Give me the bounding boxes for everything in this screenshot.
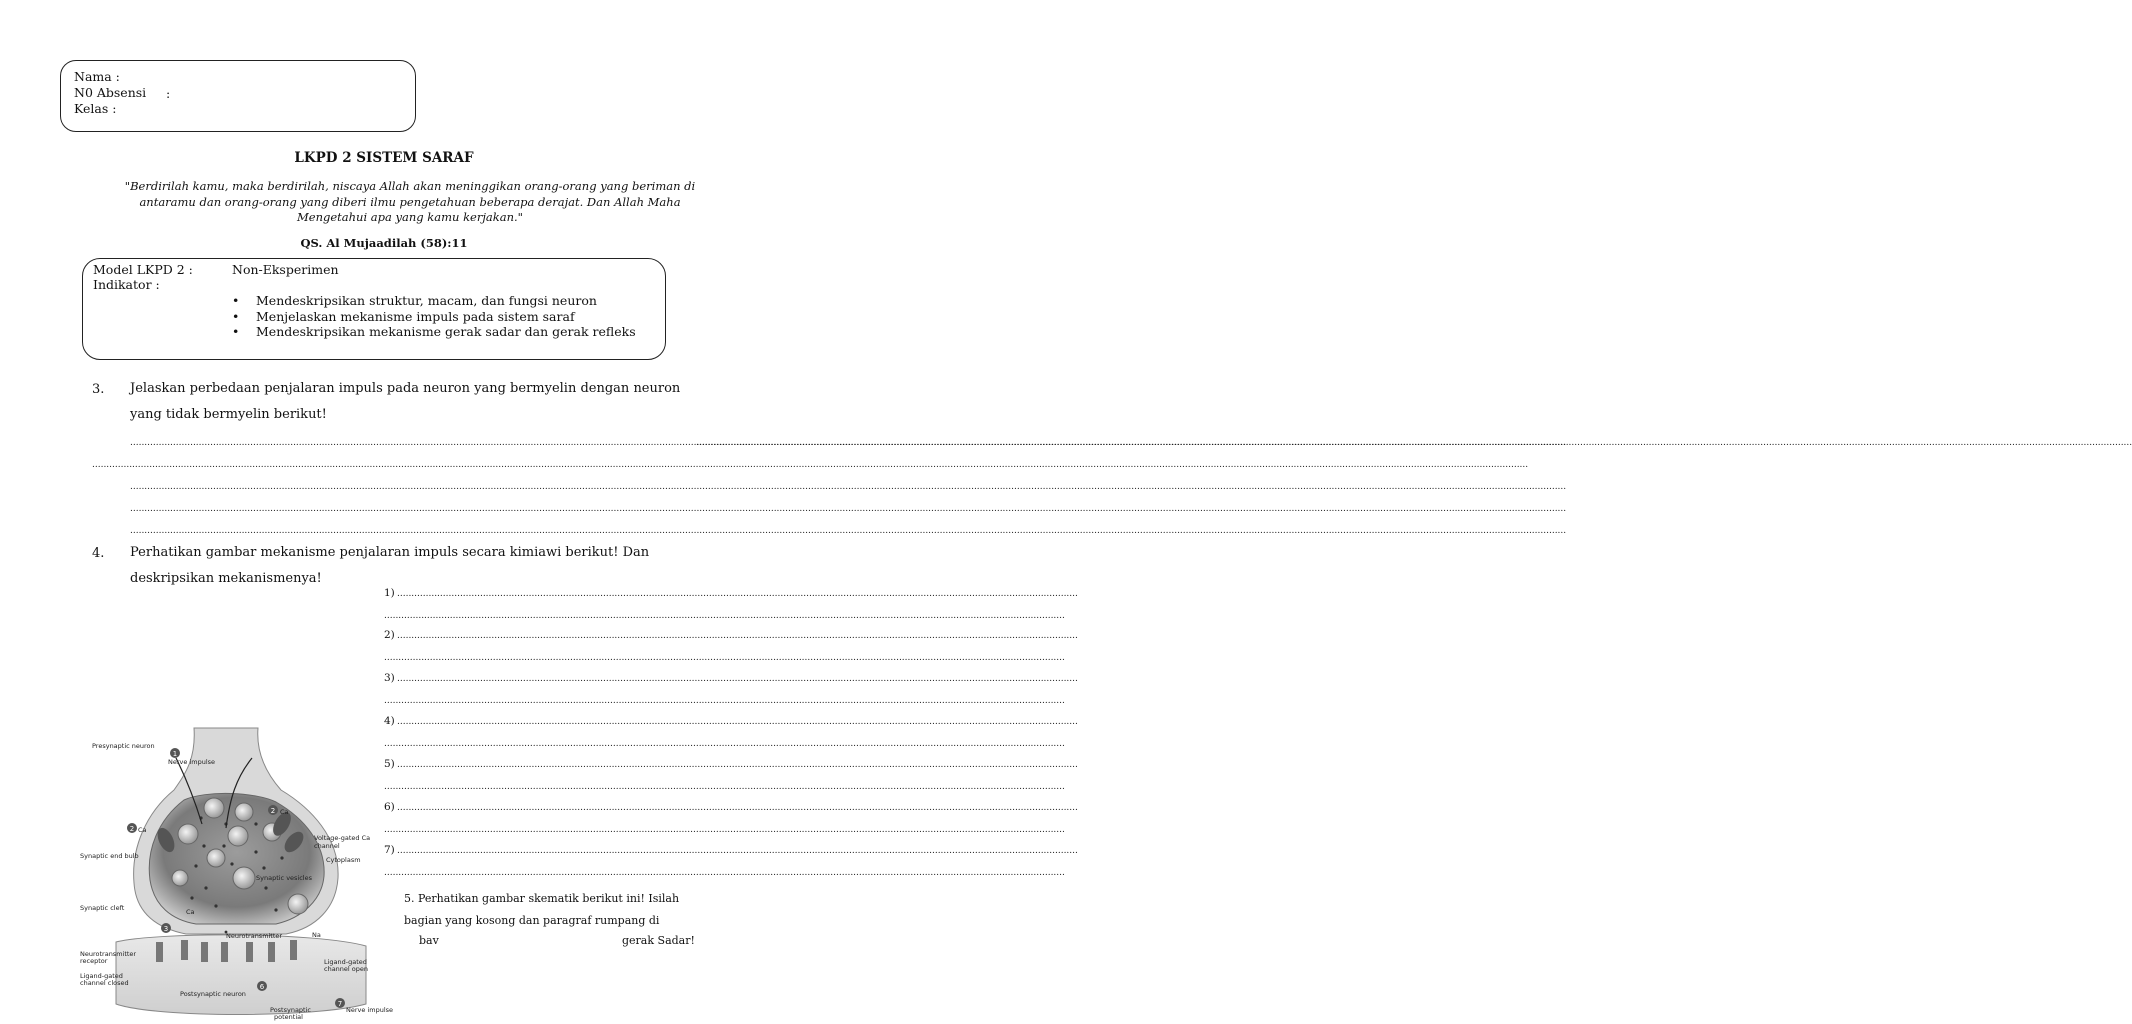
question-3-line2: yang tidak bermyelin berikut!: [130, 407, 327, 422]
answer-line[interactable]: [384, 825, 702, 837]
question-5-line3b: gerak Sadar!: [622, 934, 695, 947]
answer-line[interactable]: [130, 482, 672, 496]
answer-line[interactable]: [397, 760, 703, 772]
question-5-line1: 5. Perhatikan gambar skematik berikut ini! Isilah: [404, 892, 680, 905]
svg-text:1: 1: [172, 750, 178, 758]
label-ca-right: Ca: [280, 808, 289, 816]
bullet-icon: •: [232, 293, 240, 308]
absensi-colon: :: [166, 86, 171, 101]
bullet-icon: •: [232, 308, 240, 324]
answer-line[interactable]: [130, 438, 674, 452]
svg-text:6: 6: [259, 983, 265, 991]
answer-number: 7): [384, 844, 395, 856]
answer-line[interactable]: [384, 611, 702, 623]
answer-number: 5): [384, 758, 395, 770]
question-4-line2: deskripsikan mekanismenya!: [130, 571, 322, 586]
label-channel: channel: [314, 842, 340, 850]
question-4-number: 4.: [92, 546, 105, 561]
indikator-label: Indikator :: [93, 277, 160, 292]
answer-number: 6): [384, 801, 395, 813]
synapse-diagram: [76, 728, 394, 1024]
indikator-list: [232, 293, 636, 340]
answer-line[interactable]: [397, 674, 703, 686]
answer-line[interactable]: [696, 438, 714, 452]
label-lgc-closed-2: channel closed: [80, 979, 129, 987]
answer-line[interactable]: [397, 717, 703, 729]
answer-line[interactable]: [384, 653, 702, 665]
answer-line[interactable]: [92, 460, 622, 474]
svg-text:2: 2: [270, 807, 276, 815]
question-4-line1: Perhatikan gambar mekanisme penjalaran impuls secara kimiawi berikut! Dan: [130, 545, 650, 560]
model-value: Non-Eksperimen: [232, 262, 339, 277]
answer-number: 4): [384, 715, 395, 727]
kelas-label: Kelas :: [74, 101, 117, 116]
answer-line[interactable]: [384, 696, 702, 708]
label-neurotransmitter: Neurotransmitter: [226, 932, 283, 940]
svg-text:7: 7: [337, 1000, 343, 1008]
postsynaptic-neuron: [116, 935, 369, 1015]
answer-line[interactable]: [384, 739, 702, 751]
label-vgcc: Voltage-gated Ca: [314, 834, 371, 842]
label-presynaptic: Presynaptic neuron: [92, 742, 155, 750]
label-nerve-impulse: Nerve impulse: [168, 758, 216, 766]
question-5-line2: bagian yang kosong dan paragraf rumpang di: [404, 914, 660, 927]
label-receptor-2: receptor: [80, 957, 108, 965]
answer-number: 2): [384, 629, 395, 641]
bullet-icon: •: [232, 324, 240, 339]
answer-line[interactable]: [397, 846, 703, 858]
label-end-bulb: Synaptic end bulb: [80, 852, 139, 860]
question-3-line1: Jelaskan perbedaan penjalaran impuls pada neuron yang bermyelin dengan neuron: [130, 381, 681, 396]
label-lgc-closed-1: Ligand-gated: [80, 972, 123, 980]
label-receptor-1: Neurotransmitter: [80, 950, 137, 958]
indikator-item: • Menjelaskan mekanisme impuls pada sistem saraf: [232, 308, 575, 324]
label-ca-left: Ca: [138, 826, 147, 834]
label-ca-cleft: Ca: [186, 908, 195, 916]
answer-line[interactable]: [397, 589, 703, 601]
svg-text:3: 3: [163, 925, 169, 933]
label-nerve-impulse-2: Nerve impulse: [346, 1006, 394, 1014]
label-postsynaptic: Postsynaptic neuron: [180, 990, 246, 998]
label-lgc-open-2: channel open: [324, 965, 369, 973]
indikator-item: • Mendeskripsikan mekanisme gerak sadar dan gerak refleks: [232, 324, 636, 339]
answer-line[interactable]: [397, 803, 703, 815]
answer-line[interactable]: [384, 782, 702, 794]
question-5-line3a: bav: [419, 934, 439, 947]
answer-line[interactable]: [130, 526, 670, 540]
answer-line[interactable]: [384, 868, 702, 880]
label-na: Na: [312, 931, 321, 939]
answer-number: 3): [384, 672, 395, 684]
label-cytoplasm: Cytoplasm: [326, 856, 361, 864]
label-cleft: Synaptic cleft: [80, 904, 125, 912]
answer-number: 1): [384, 587, 395, 599]
model-label: Model LKPD 2 :: [93, 262, 193, 277]
indikator-item: • Mendeskripsikan struktur, macam, dan fungsi neuron: [232, 293, 597, 308]
label-post-potential-1: Postsynaptic: [270, 1006, 311, 1014]
label-vesicles: Synaptic vesicles: [256, 874, 312, 882]
page-title: LKPD 2 SISTEM SARAF: [294, 150, 474, 166]
absensi-label: N0 Absensi: [74, 85, 147, 100]
question-3-number: 3.: [92, 382, 105, 397]
quote-source: QS. Al Mujaadilah (58):11: [300, 236, 468, 250]
svg-text:2: 2: [129, 825, 135, 833]
nama-label: Nama :: [74, 69, 120, 84]
quote-text: "Berdirilah kamu, maka berdirilah, niscaya Allah akan meninggikan orang-orang yang beriman di antaramu dan orang-orang yang diberi ilmu pengetahuan beberapa derajat. Dan Allah Maha Mengetahui apa yang kamu kerjakan.": [124, 179, 696, 224]
label-post-potential-2: potential: [274, 1013, 303, 1021]
answer-line[interactable]: [130, 504, 670, 518]
label-lgc-open-1: Ligand-gated: [324, 958, 367, 966]
answer-line[interactable]: [397, 631, 703, 643]
